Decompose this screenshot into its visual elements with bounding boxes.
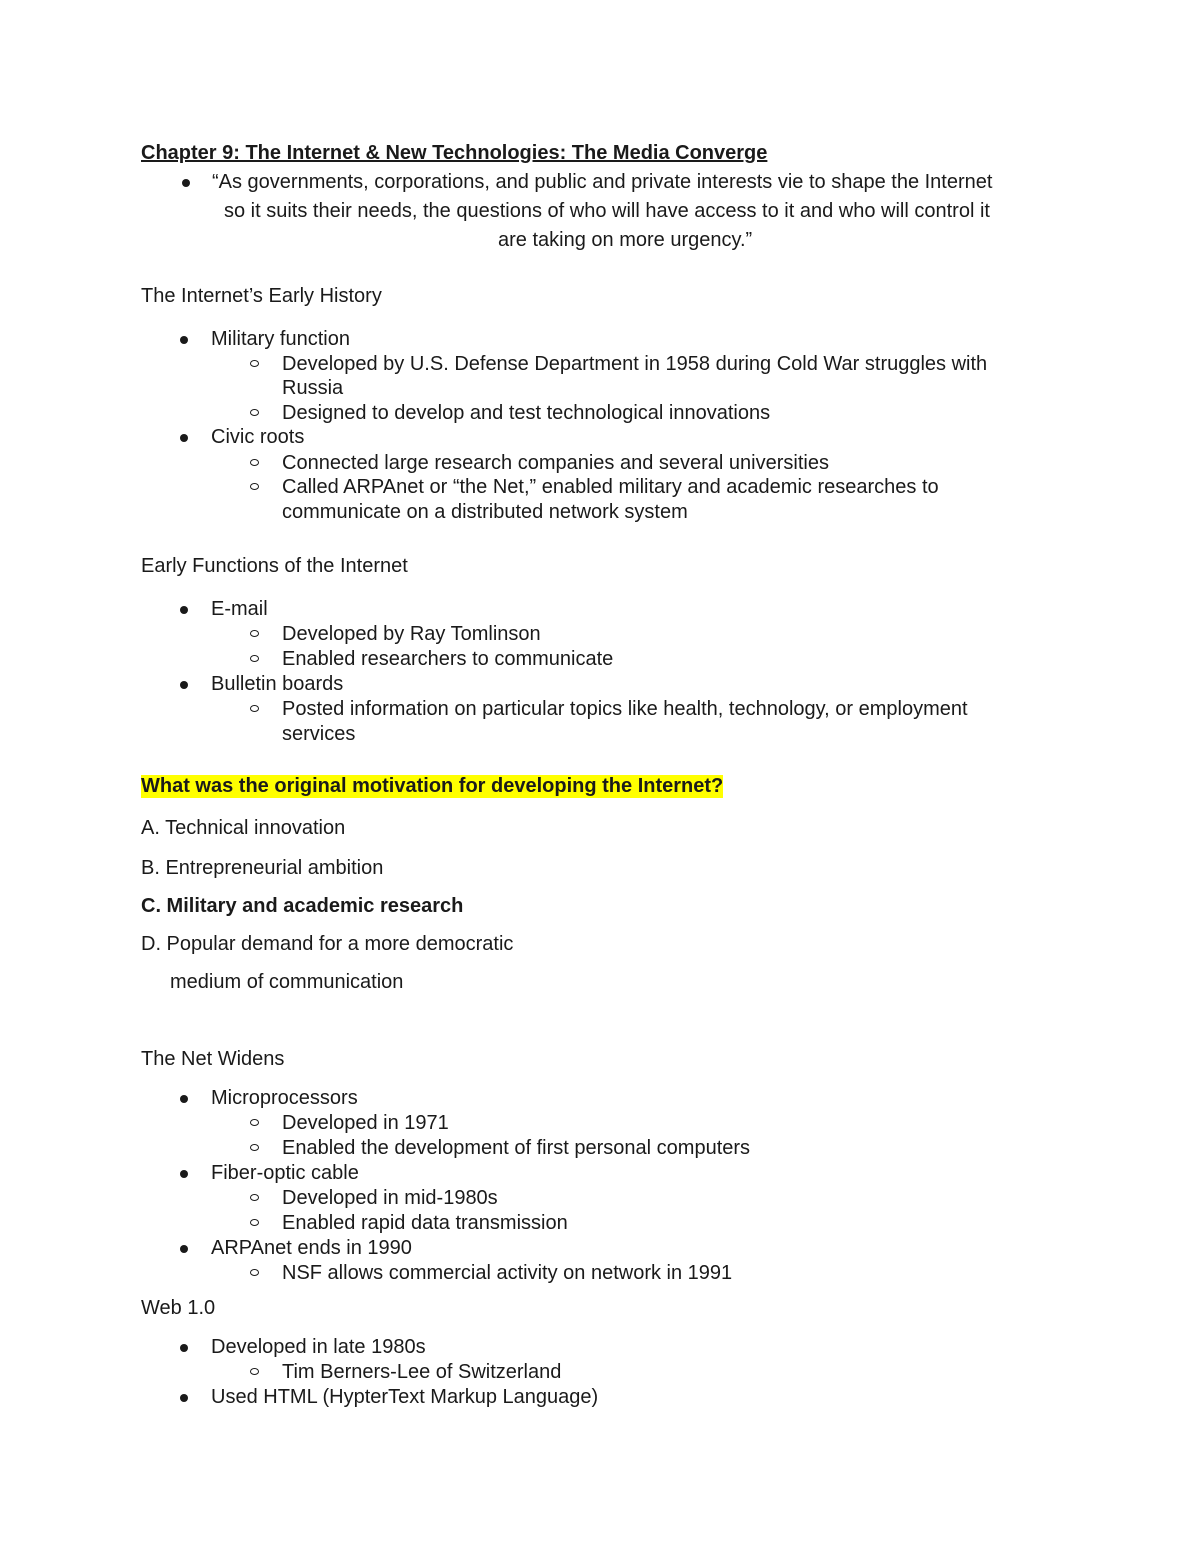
circle-bullet-icon	[250, 459, 259, 466]
sub-list-item: Connected large research companies and several universities	[282, 452, 829, 474]
quote-line-3: are taking on more urgency.”	[498, 229, 753, 251]
circle-bullet-icon	[250, 655, 259, 662]
circle-bullet-icon	[250, 705, 259, 712]
circle-bullet-icon	[250, 1119, 259, 1126]
list-item: Fiber-optic cable	[211, 1162, 359, 1184]
circle-bullet-icon	[250, 483, 259, 490]
answer-option-b: B. Entrepreneurial ambition	[141, 857, 384, 879]
sub-list-item-continued: services	[282, 723, 356, 745]
chapter-title: Chapter 9: The Internet & New Technologies: The Media Converge	[141, 142, 768, 164]
section-heading-early-functions: Early Functions of the Internet	[141, 555, 408, 577]
list-item: Bulletin boards	[211, 673, 344, 695]
list-item: Microprocessors	[211, 1087, 358, 1109]
sub-list-item: Enabled rapid data transmission	[282, 1212, 568, 1234]
sub-list-item: Developed by U.S. Defense Department in 1958 during Cold War struggles with	[282, 353, 988, 375]
sub-list-item: Posted information on particular topics like health, technology, or employment	[282, 698, 968, 720]
section-heading-net-widens: The Net Widens	[141, 1048, 285, 1070]
quote-line-2: so it suits their needs, the questions of who will have access to it and who will control it	[224, 200, 990, 222]
answer-option-c: C. Military and academic research	[141, 895, 464, 917]
bullet-icon	[180, 336, 188, 344]
list-item: E-mail	[211, 598, 268, 620]
circle-bullet-icon	[250, 1144, 259, 1151]
sub-list-item: Tim Berners-Lee of Switzerland	[282, 1361, 562, 1383]
bullet-icon	[180, 1245, 188, 1253]
answer-option-d: D. Popular demand for a more democratic	[141, 933, 514, 955]
circle-bullet-icon	[250, 409, 259, 416]
bullet-icon	[180, 1095, 188, 1103]
circle-bullet-icon	[250, 1194, 259, 1201]
quote-line-1: “As governments, corporations, and public and private interests vie to shape the Internet	[212, 171, 993, 193]
bullet-icon	[180, 681, 188, 689]
circle-bullet-icon	[250, 1368, 259, 1375]
bullet-icon	[180, 1170, 188, 1178]
list-item: Developed in late 1980s	[211, 1336, 426, 1358]
answer-option-a: A. Technical innovation	[141, 817, 346, 839]
list-item: ARPAnet ends in 1990	[211, 1237, 412, 1259]
sub-list-item: NSF allows commercial activity on network in 1991	[282, 1262, 733, 1284]
sub-list-item: Enabled researchers to communicate	[282, 648, 614, 670]
bullet-icon	[180, 434, 188, 442]
circle-bullet-icon	[250, 630, 259, 637]
bullet-icon	[182, 179, 190, 187]
list-item: Civic roots	[211, 426, 305, 448]
bullet-icon	[180, 1394, 188, 1402]
circle-bullet-icon	[250, 1219, 259, 1226]
section-heading-early-history: The Internet’s Early History	[141, 285, 382, 307]
circle-bullet-icon	[250, 1269, 259, 1276]
bullet-icon	[180, 1344, 188, 1352]
sub-list-item-continued: Russia	[282, 377, 344, 399]
answer-option-d-continued: medium of communication	[170, 971, 404, 993]
list-item: Used HTML (HypterText Markup Language)	[211, 1386, 599, 1408]
list-item: Military function	[211, 328, 350, 350]
question-prompt: What was the original motivation for developing the Internet?	[141, 775, 724, 797]
sub-list-item: Designed to develop and test technological innovations	[282, 402, 771, 424]
circle-bullet-icon	[250, 360, 259, 367]
sub-list-item-continued: communicate on a distributed network system	[282, 501, 688, 523]
section-heading-web1: Web 1.0	[141, 1297, 216, 1319]
sub-list-item: Called ARPAnet or “the Net,” enabled military and academic researches to	[282, 476, 939, 498]
sub-list-item: Developed in mid-1980s	[282, 1187, 498, 1209]
sub-list-item: Developed by Ray Tomlinson	[282, 623, 541, 645]
sub-list-item: Enabled the development of first personal computers	[282, 1137, 751, 1159]
sub-list-item: Developed in 1971	[282, 1112, 449, 1134]
bullet-icon	[180, 606, 188, 614]
